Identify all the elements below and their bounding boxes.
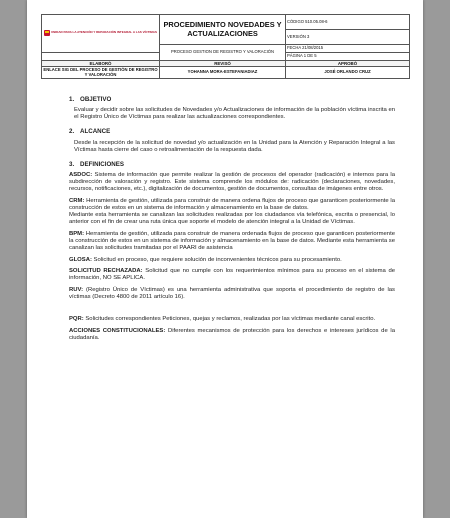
definition-solicitud-rechazada: SOLICITUD RECHAZADA: Solicitud que no cumple con los requerimientos mínimos para su proceso en el sistema de información, NO SE APLICA. bbox=[69, 268, 395, 282]
procedure-title-cell bbox=[160, 15, 286, 45]
elaboro-label: ELABORÓ bbox=[42, 61, 160, 67]
version: VERSIÓN 3 bbox=[286, 30, 410, 45]
reviso-value: YOHANNA MORA-ESTEFANIADIAZ bbox=[160, 67, 286, 79]
logo-icon bbox=[44, 30, 50, 36]
alcance-text: Desde la recepción de la solicitud de novedad y/o actualización en la Unidad para la Atención y Reparación Integral a las Víctimas hasta cierre del caso o retroalimentación de la respuesta dada. bbox=[74, 139, 395, 153]
aprobo-label: APROBÓ bbox=[286, 61, 410, 67]
document-header-table bbox=[41, 14, 410, 79]
document-page bbox=[27, 0, 423, 518]
definition-ruv: RUV: (Registro Único de Víctimas) es una herramienta administrativa que soporta el procedimiento de registro de las víctimas (Decreto 4800 de 2011 artículo 16). bbox=[69, 287, 395, 301]
definition-asdoc: ASDOC: Sistema de información que permite realizar la gestión de procesos del operador (radicación) e internos para la subdirección de valoración y registro. Este sistema comprende los módulos de: radicación (declaraciones, novedades, recursos, notificaciones, etc.), digitalización de documentos, gestión de documentos, consultas de imágenes entre otros. bbox=[69, 171, 395, 192]
section-heading-objetivo: 1. OBJETIVO bbox=[69, 96, 112, 103]
definition-glosa: GLOSA: Solicitud en proceso, que requiere solución de inconvenientes técnicos para su procesamiento. bbox=[69, 256, 342, 263]
codigo: CÓDIGO 510.05.08-6 bbox=[286, 15, 410, 30]
fecha: FECHA 21/08/2015 bbox=[286, 45, 410, 53]
definition-crm-continued: Mediante esta herramienta se canalizan las solicitudes realizadas por los ciudadanos vía telefónica, escrita o presencial, lo anterior con el fin de crear una ruta única que soporte el modelo de atención integral a la Unidad de Víctimas. bbox=[69, 211, 395, 225]
section-heading-alcance: 2. ALCANCE bbox=[69, 128, 111, 136]
aprobo-value: JOSÉ ORLANDO CRUZ bbox=[286, 67, 410, 79]
document-body bbox=[69, 96, 395, 347]
logo-cell bbox=[42, 15, 160, 53]
pagina: PÁGINA 1 DE 5 bbox=[286, 53, 410, 61]
objetivo-text: Evaluar y decidir sobre las solicitudes de Novedades y/o Actualizaciones de información de la población víctima inscrita en el Registro Único de Víctimas para realizar las actualizaciones correspondientes. bbox=[74, 107, 395, 121]
logo-text: UNIDAD PARA LA ATENCIÓN Y REPARACIÓN INTEGRAL A LAS VÍCTIMAS bbox=[51, 29, 157, 34]
reviso-label: REVISÓ bbox=[160, 61, 286, 67]
unidad-victimas-logo bbox=[44, 30, 157, 36]
section-heading-definiciones: 3. DEFINICIONES bbox=[69, 160, 125, 168]
definition-acciones-constitucionales: ACCIONES CONSTITUCIONALES: Diferentes mecanismos de protección para los derechos e intereses jurídicos de la ciudadanía. bbox=[69, 328, 395, 342]
definition-crm: CRM: Herramienta de gestión, utilizada para construir de manera ordena flujos de proceso que garanticen posteriormente la construcción de estos en un sistema de información y almacenamiento en la base de datos. bbox=[69, 197, 395, 211]
procedure-subtitle: PROCESO GESTION DE REGISTRO Y VALORACIÓN bbox=[160, 45, 286, 61]
logo-cell-bottom bbox=[42, 53, 160, 61]
definition-bpm: BPM: Herramienta de gestión, utilizada para construir de manera ordenada flujos de proceso que garanticen posteriormente la construcción de estos en un sistema de información y almacenamiento en la base de datos. Mediante esta herramienta se canalizan las solicitudes tramitadas por el PAARI de asistencia bbox=[69, 230, 395, 251]
procedure-title: PROCEDIMIENTO NOVEDADES Y ACTUALIZACIONES bbox=[163, 19, 282, 38]
elaboro-value: ENLACE SIG DEL PROCESO DE GESTIÓN DE REGISTRO Y VALORACIÓN bbox=[43, 66, 158, 77]
definition-pqr: PQR: Solicitudes correspondientes Peticiones, quejas y reclamos, realizadas por las víctimas mediante canal escrito. bbox=[69, 316, 376, 323]
